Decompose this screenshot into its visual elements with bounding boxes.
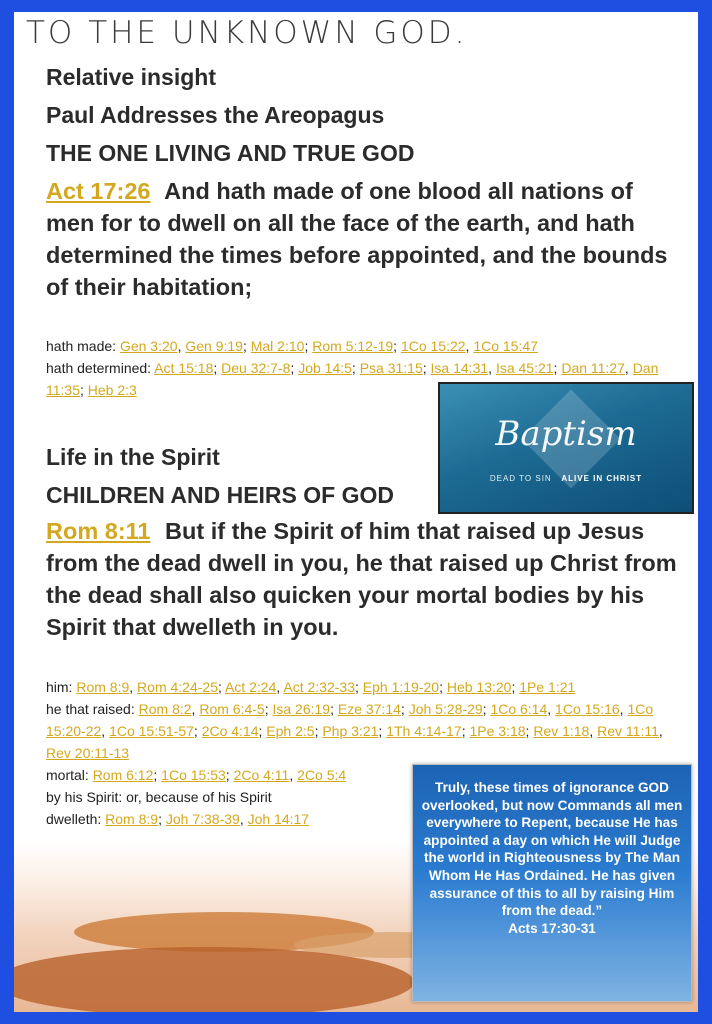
xref-link[interactable]: Eph 2:5 xyxy=(266,723,315,739)
xref-link[interactable]: 1Co 15:51-57 xyxy=(109,723,194,739)
xref-link[interactable]: Joh 7:38-39 xyxy=(165,811,240,827)
section2-verse-ref-link[interactable]: Rom 8:11 xyxy=(46,518,151,544)
xref-link[interactable]: Job 14:5 xyxy=(298,360,352,376)
scripture-quote-box xyxy=(412,764,692,1002)
xref-link[interactable]: Deu 32:7-8 xyxy=(221,360,291,376)
xref-link[interactable]: Rom 5:12-19 xyxy=(312,338,394,354)
baptism-subtitle-b: ALIVE IN CHRIST xyxy=(561,474,643,483)
xref-link[interactable]: Act 15:18 xyxy=(154,360,214,376)
baptism-subtitle-a: DEAD TO SIN xyxy=(489,474,552,483)
section2-verse-text: But if the Spirit of him that raised up Jesus from the dead dwell in you, he that raised up Christ from the dead shall also quicken your mortal bodies by his Spirit that dwelleth in you. xyxy=(46,518,677,640)
xref-link[interactable]: Rom 8:2 xyxy=(138,701,192,717)
xref-link[interactable]: 1Co 15:16 xyxy=(555,701,620,717)
xref-link[interactable]: 1Co 15:47 xyxy=(473,338,538,354)
xref-link[interactable]: Psa 31:15 xyxy=(359,360,423,376)
xref-link[interactable]: Heb 13:20 xyxy=(446,679,512,695)
xref-label: hath determined: xyxy=(46,360,152,376)
xref-label: hath made: xyxy=(46,338,117,354)
xref-link[interactable]: Eze 37:14 xyxy=(337,701,401,717)
xref-link[interactable]: Rev 11:11 xyxy=(597,723,659,739)
xref-link[interactable]: Isa 45:21 xyxy=(495,360,554,376)
baptism-image xyxy=(438,382,694,514)
xref-link[interactable]: Rom 8:9 xyxy=(76,679,130,695)
xref-link[interactable]: Rev 1:18 xyxy=(533,723,590,739)
xref-link[interactable]: Isa 14:31 xyxy=(430,360,489,376)
section1-verse-text: And hath made of one blood all nations of men for to dwell on all the face of the earth, and hath determined the times before appointed, and the bounds of their habitation; xyxy=(46,178,668,300)
xref-link[interactable]: 1Pe 1:21 xyxy=(519,679,576,695)
section1-heading-insight: Relative insight xyxy=(46,64,216,90)
xref-link[interactable]: 1Co 6:14 xyxy=(490,701,548,717)
xref-note: or, because of his Spirit xyxy=(126,789,272,805)
xref-link[interactable]: Act 2:32-33 xyxy=(283,679,355,695)
xref-link[interactable]: Rom 6:12 xyxy=(92,767,154,783)
xref-link[interactable]: Rev 20:11-13 xyxy=(46,745,130,761)
xref-link[interactable]: 1Co 15:22 xyxy=(400,338,466,354)
xref-label: he that raised: xyxy=(46,701,135,717)
xref-link[interactable]: Php 3:21 xyxy=(322,723,379,739)
section1-heading-title: Paul Addresses the Areopagus xyxy=(46,102,385,128)
quote-citation: Acts 17:30-31 xyxy=(508,920,596,936)
page-frame xyxy=(14,12,698,1012)
xref-line: dwelleth: Rom 8:9; Joh 7:38-39, Joh 14:17 xyxy=(46,811,310,827)
section2-verse xyxy=(46,515,686,643)
section2-heading-subtitle: CHILDREN AND HEIRS OF GOD xyxy=(46,482,394,508)
section1-verse-ref-link[interactable]: Act 17:26 xyxy=(46,178,151,204)
xref-link[interactable]: 1Co 15:20-22 xyxy=(46,701,654,739)
xref-link[interactable]: Dan 11:27 xyxy=(561,360,625,376)
xref-line: mortal: Rom 6:12; 1Co 15:53; 2Co 4:11, 2Co 5:4 xyxy=(46,767,347,783)
xref-label: mortal: xyxy=(46,767,89,783)
xref-link[interactable]: Dan 11:35 xyxy=(46,360,659,398)
xref-line: he that raised: Rom 8:2, Rom 6:4-5; Isa 26:19; Eze 37:14; Joh 5:28-29; 1Co 6:14, 1Co 15:16, 1Co 15:20-22, 1Co 15:51-57; 2Co 4:14; Eph 2:5; Php 3:21; 1Th 4:14-17; 1Pe 3:18; Rev 1:18, Rev 11:11, Rev 20:11-13 xyxy=(46,701,663,761)
xref-line: hath determined: Act 15:18; Deu 32:7-8; Job 14:5; Psa 31:15; Isa 14:31, Isa 45:21; Dan 11:27, Dan 11:35; Heb 2:3 xyxy=(46,360,659,398)
xref-link[interactable]: Isa 26:19 xyxy=(272,701,331,717)
xref-link[interactable]: Rom 8:9 xyxy=(105,811,159,827)
section2-heading-title: Life in the Spirit xyxy=(46,444,220,470)
baptism-image-title: Baptism xyxy=(495,414,637,454)
xref-link[interactable]: Joh 14:17 xyxy=(247,811,310,827)
xref-link[interactable]: 1Co 15:53 xyxy=(161,767,226,783)
xref-link[interactable]: 1Th 4:14-17 xyxy=(386,723,462,739)
xref-link[interactable]: Eph 1:19-20 xyxy=(362,679,440,695)
xref-link[interactable]: Gen 3:20 xyxy=(119,338,178,354)
section1-verse xyxy=(46,175,686,303)
xref-link[interactable]: Heb 2:3 xyxy=(87,382,137,398)
xref-link[interactable]: 2Co 5:4 xyxy=(297,767,347,783)
dune-shape xyxy=(14,947,414,1012)
xref-line: hath made: Gen 3:20, Gen 9:19; Mal 2:10; Rom 5:12-19; 1Co 15:22, 1Co 15:47 xyxy=(46,338,538,354)
xref-link[interactable]: Gen 9:19 xyxy=(185,338,243,354)
banner xyxy=(14,12,698,54)
xref-link[interactable]: Rom 4:24-25 xyxy=(137,679,218,695)
xref-link[interactable]: Mal 2:10 xyxy=(250,338,305,354)
xref-link[interactable]: 2Co 4:14 xyxy=(201,723,259,739)
section1-heading-subtitle: THE ONE LIVING AND TRUE GOD xyxy=(46,140,415,166)
xref-link[interactable]: Rom 6:4-5 xyxy=(199,701,265,717)
banner-title: TO THE UNKNOWN GOD. xyxy=(26,15,468,51)
xref-link[interactable]: Joh 5:28-29 xyxy=(408,701,483,717)
xref-link[interactable]: 2Co 4:11 xyxy=(233,767,290,783)
baptism-image-subtitle xyxy=(440,474,692,483)
xref-label: him: xyxy=(46,679,73,695)
xref-label: by his Spirit: xyxy=(46,789,123,805)
xref-link[interactable]: Act 2:24 xyxy=(225,679,277,695)
xref-label: dwelleth: xyxy=(46,811,102,827)
xref-line: him: Rom 8:9, Rom 4:24-25; Act 2:24, Act 2:32-33; Eph 1:19-20; Heb 13:20; 1Pe 1:21 xyxy=(46,679,576,695)
quote-text: Truly, these times of ignorance GOD overlooked, but now Commands all men everywhere to Repent, because He has appointed a day on which He will Judge the world in Righteousness by The Man Whom He Has Ordained. He has given assurance of this to all by raising Him from the dead.” xyxy=(421,780,683,919)
xref-link[interactable]: 1Pe 3:18 xyxy=(469,723,526,739)
